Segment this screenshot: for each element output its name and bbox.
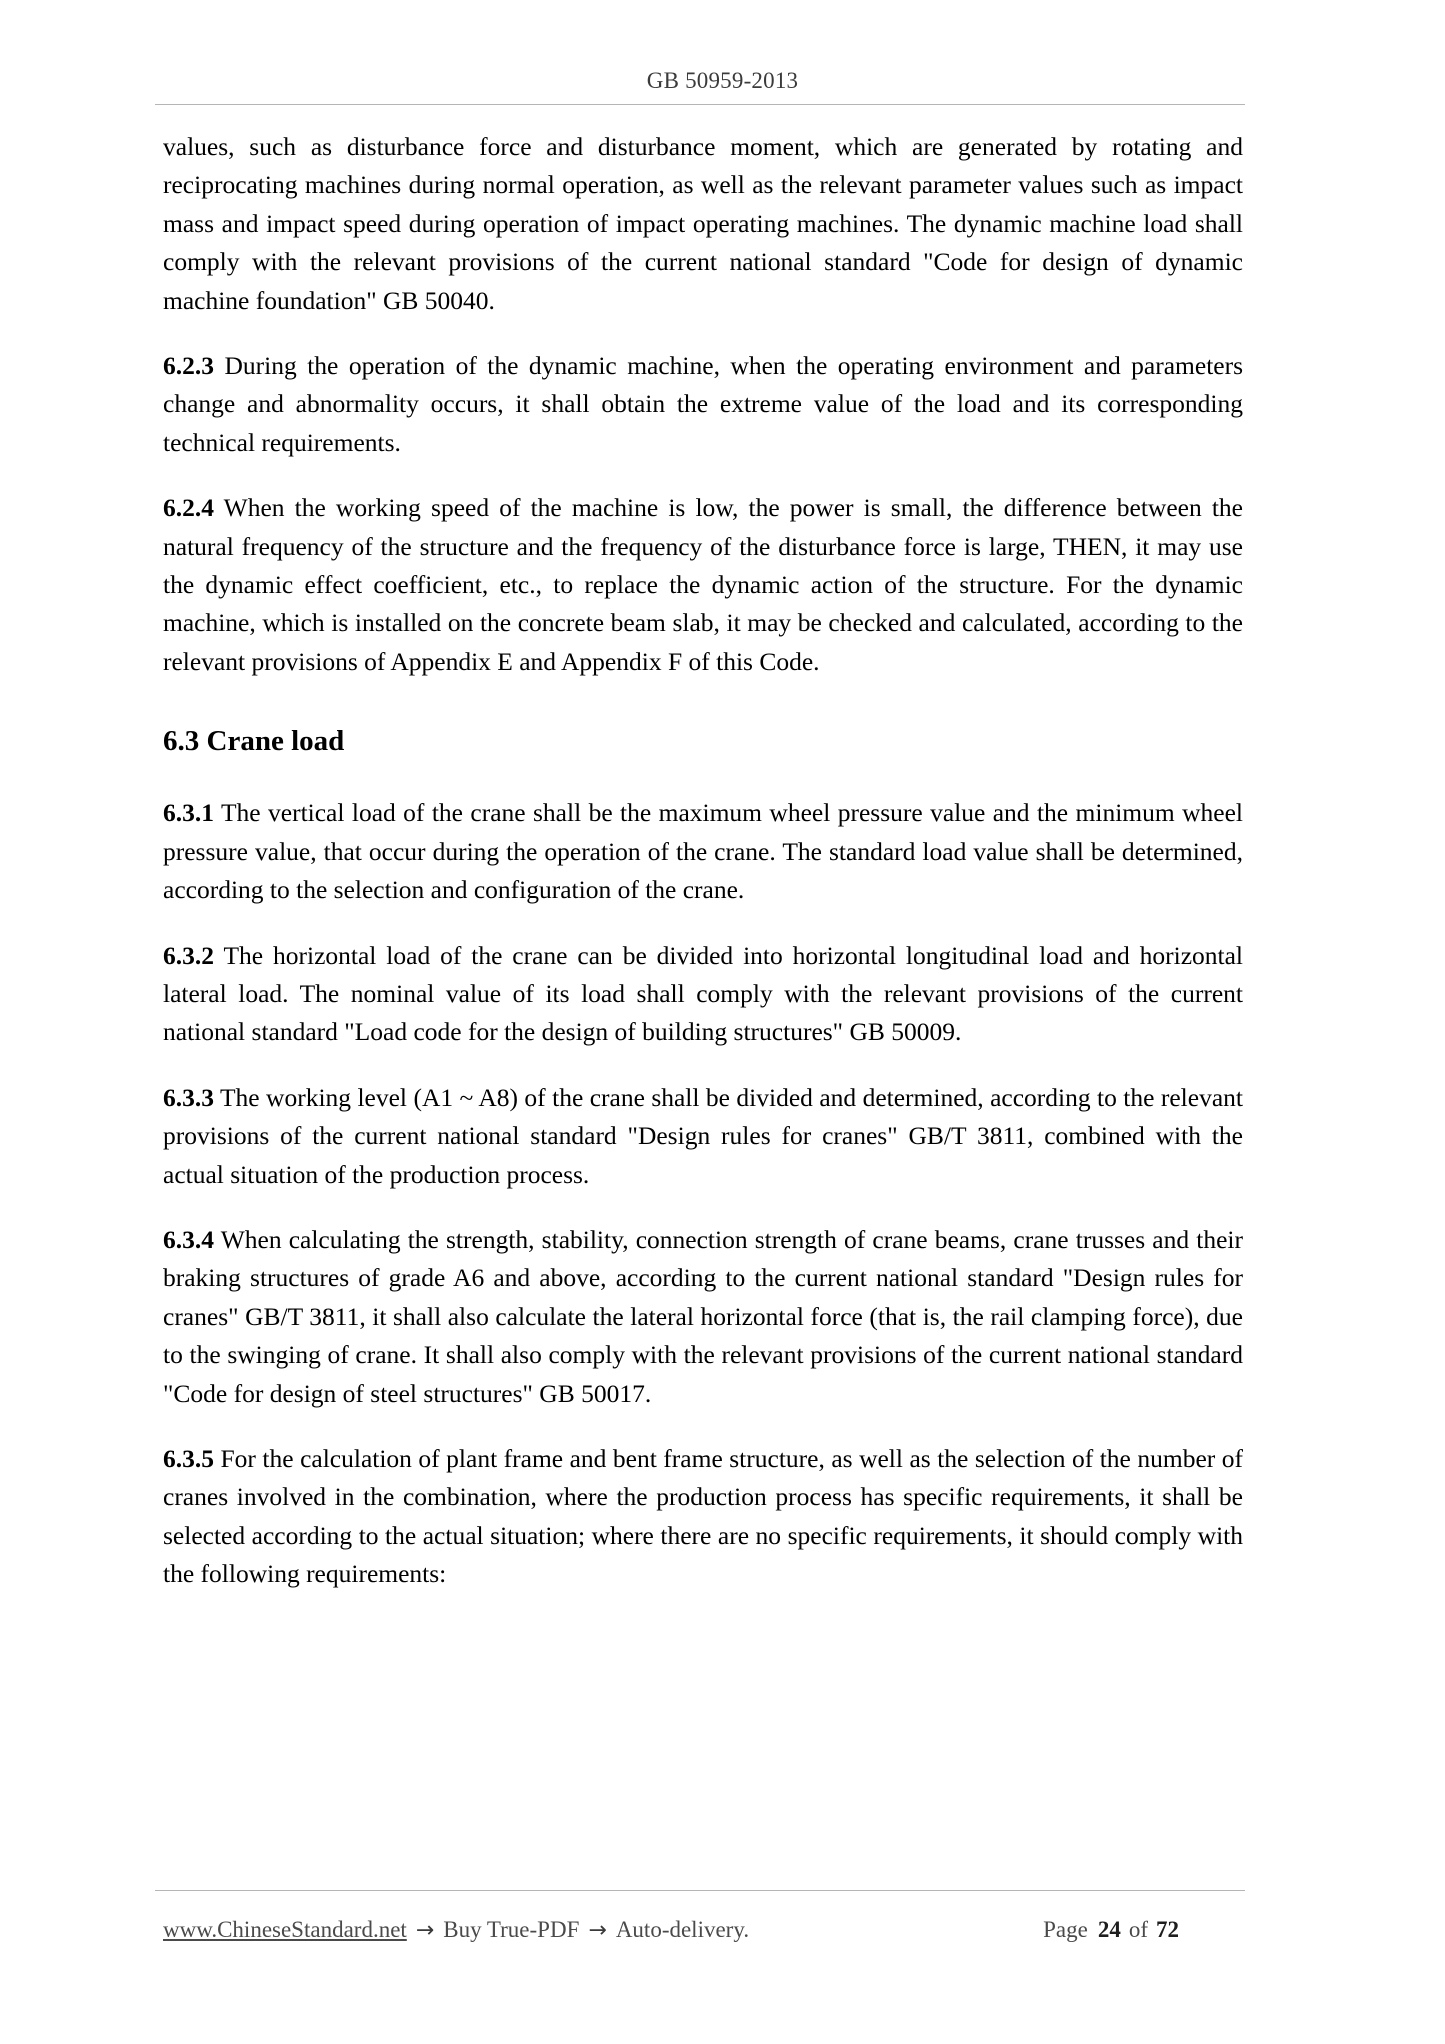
page-indicator: [1043, 1914, 1185, 1946]
clause-6-3-3: [163, 1079, 1243, 1194]
page-label: Page: [1043, 1917, 1088, 1942]
page-of-label: of: [1128, 1917, 1148, 1942]
document-content: [163, 128, 1243, 1594]
clause-text: The horizontal load of the crane can be divided into horizontal longitudinal load and horizontal lateral load. The nominal value of its load shall comply with the relevant provisions of the current national standard "Load code for the design of building structures" GB 50009.: [163, 940, 1243, 1047]
footer-divider: [155, 1890, 1245, 1891]
clause-text: During the operation of the dynamic machine, when the operating environment and parameters change and abnormality occurs, it shall obtain the extreme value of the load and its corresponding technical requirements.: [163, 351, 1244, 457]
arrow-right-icon: →: [415, 1918, 435, 1943]
clause-6-3-4: [163, 1221, 1243, 1413]
paragraph-text: values, such as disturbance force and disturbance moment, which are generated by rotating and reciprocating machines during normal operation, as well as the relevant parameter values such as impact mass and impact speed during operation of impact operating machines. The dynamic machine load shall comply with the relevant provisions of the current national standard "Code for design of dynamic machine foundation" GB 50040.: [163, 132, 1243, 315]
paragraph-continued: [163, 128, 1243, 320]
footer-promo-buy: Buy True-PDF: [443, 1917, 580, 1942]
clause-text: When the working speed of the machine is low, the power is small, the difference between the natural frequency of the structure and the frequency of the disturbance force is large, THEN, it may use the dynamic effect coefficient, etc., to replace the dynamic action of the structure. For the dynamic machine, which is installed on the concrete beam slab, it may be checked and calculated, according to the relevant provisions of Appendix E and Appendix F of this Code.: [163, 493, 1243, 676]
clause-text: The vertical load of the crane shall be the maximum wheel pressure value and the minimum wheel pressure value, that occur during the operation of the crane. The standard load value shall be determined, according to the selection and configuration of the crane.: [163, 798, 1243, 905]
clause-6-2-4: [163, 489, 1243, 681]
footer-promo: [163, 1914, 749, 1947]
clause-6-3-2: [163, 937, 1243, 1052]
clause-number: 6.2.3: [163, 351, 214, 381]
header-standard-code: GB 50959-2013: [646, 68, 799, 93]
clause-number: 6.3.3: [163, 1082, 214, 1112]
footer-promo-delivery: Auto-delivery.: [615, 1917, 750, 1942]
clause-number: 6.3.2: [163, 940, 214, 970]
clause-6-3-1: [163, 794, 1243, 909]
page-number: 24: [1097, 1917, 1121, 1942]
page-header: [0, 66, 1445, 114]
clause-number: 6.3.4: [163, 1224, 214, 1254]
clause-6-2-3: [163, 347, 1243, 462]
footer-website-link[interactable]: www.ChineseStandard.net: [163, 1917, 407, 1942]
clause-text: For the calculation of plant frame and bent frame structure, as well as the selection of the number of cranes involved in the combination, where the production process has specific requirements, it shall be selected according to the actual situation; where there are no specific requirements, it should comply with the following requirements:: [163, 1443, 1243, 1589]
header-divider: [155, 104, 1245, 105]
clause-6-3-5: [163, 1440, 1243, 1594]
clause-number: 6.3.5: [163, 1443, 214, 1473]
clause-number: 6.2.4: [163, 493, 214, 523]
arrow-right-icon: →: [588, 1918, 607, 1943]
clause-text: The working level (A1 ~ A8) of the crane shall be divided and determined, according to the relevant provisions of the current national standard "Design rules for cranes" GB/T 3811, combined with the actual situation of the production process.: [163, 1082, 1243, 1189]
page-total: 72: [1156, 1917, 1179, 1942]
clause-text: When calculating the strength, stability, connection strength of crane beams, crane trusses and their braking structures of grade A6 and above, according to the current national standard "Design rules for cranes" GB/T 3811, it shall also calculate the lateral horizontal force (that is, the rail clamping force), due to the swinging of crane. It shall also comply with the relevant provisions of the current national standard "Code for design of steel structures" GB 50017.: [163, 1224, 1243, 1408]
section-heading-6-3: 6.3 Crane load: [163, 725, 345, 758]
page-footer: [163, 1914, 1245, 1954]
clause-number: 6.3.1: [163, 798, 214, 828]
